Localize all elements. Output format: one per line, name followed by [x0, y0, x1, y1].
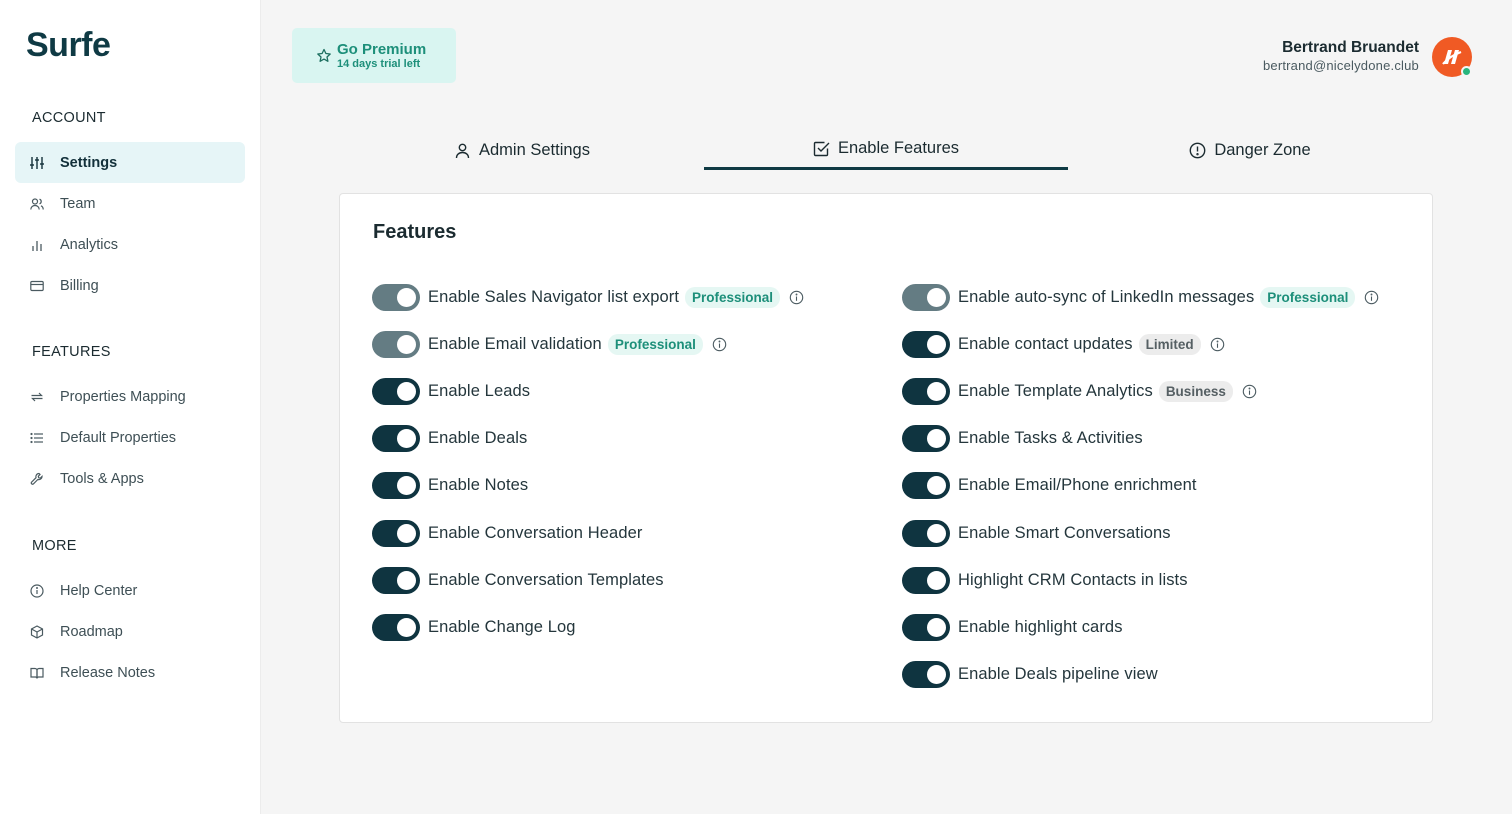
sidebar-item-label: Properties Mapping — [60, 388, 186, 405]
feature-toggle[interactable] — [372, 614, 420, 641]
feature-toggle[interactable] — [372, 425, 420, 452]
sidebar-item-tools-apps[interactable] — [15, 458, 245, 499]
section-title-features: FEATURES — [32, 344, 111, 360]
list-icon — [30, 431, 44, 445]
alert-circle-icon — [1189, 142, 1206, 159]
feature-toggle[interactable] — [372, 284, 420, 311]
features-card — [339, 193, 1433, 723]
feature-label: Enable Notes — [428, 476, 529, 495]
sidebar-item-label: Help Center — [60, 582, 138, 599]
feature-toggle[interactable] — [902, 378, 950, 405]
tab-danger-zone[interactable] — [1068, 130, 1432, 170]
online-status-dot — [1461, 66, 1472, 77]
book-icon — [30, 666, 44, 680]
user-icon — [454, 142, 471, 159]
toggle-knob — [397, 571, 416, 590]
toggle-knob — [927, 665, 946, 684]
feature-toggle[interactable] — [902, 661, 950, 688]
toggle-knob — [397, 524, 416, 543]
sidebar-item-help-center[interactable] — [15, 570, 245, 611]
sidebar-item-roadmap[interactable] — [15, 611, 245, 652]
go-premium-button[interactable] — [292, 28, 456, 83]
feature-toggle[interactable] — [372, 378, 420, 405]
sidebar-item-label: Default Properties — [60, 429, 177, 446]
features-title: Features — [373, 221, 457, 243]
feature-row-enable-sales-navigator-list-export — [372, 283, 804, 311]
star-icon — [316, 48, 332, 64]
feature-label: Enable contact updates — [958, 334, 1133, 353]
sidebar-item-release-notes[interactable] — [15, 652, 245, 693]
trial-remaining: 14 days trial left — [337, 57, 421, 70]
tab-label: Admin Settings — [479, 140, 590, 159]
info-icon[interactable] — [789, 290, 804, 305]
feature-row-enable-email-validation — [372, 330, 727, 358]
feature-label: Highlight CRM Contacts in lists — [958, 570, 1188, 589]
toggle-knob — [397, 382, 416, 401]
feature-label: Enable Change Log — [428, 617, 576, 636]
sidebar-item-label: Roadmap — [60, 623, 123, 640]
feature-toggle[interactable] — [372, 331, 420, 358]
feature-row-enable-deals-pipeline-view — [902, 661, 1158, 689]
sidebar — [0, 0, 261, 814]
users-icon — [30, 197, 44, 211]
sidebar-item-label: Settings — [60, 154, 118, 171]
info-icon[interactable] — [1242, 384, 1257, 399]
sidebar-item-billing[interactable] — [15, 265, 245, 306]
feature-label: Enable Email validation — [428, 334, 602, 353]
info-icon[interactable] — [1364, 290, 1379, 305]
avatar[interactable] — [1432, 37, 1472, 77]
feature-toggle[interactable] — [902, 425, 950, 452]
tab-label: Danger Zone — [1214, 140, 1311, 159]
info-icon[interactable] — [1210, 337, 1225, 352]
feature-label: Enable Tasks & Activities — [958, 429, 1143, 448]
surfe-logo[interactable]: Surfe — [26, 26, 111, 64]
sidebar-item-analytics[interactable] — [15, 224, 245, 265]
feature-row-highlight-crm-contacts-in-lists — [902, 566, 1188, 594]
feature-row-enable-conversation-header — [372, 519, 642, 547]
toggle-knob — [927, 524, 946, 543]
feature-row-enable-change-log — [372, 613, 576, 641]
feature-row-enable-leads — [372, 377, 530, 405]
toggle-knob — [927, 476, 946, 495]
feature-toggle[interactable] — [902, 284, 950, 311]
feature-toggle[interactable] — [372, 520, 420, 547]
feature-toggle[interactable] — [372, 567, 420, 594]
toggle-knob — [927, 382, 946, 401]
feature-row-enable-conversation-templates — [372, 566, 664, 594]
feature-toggle[interactable] — [902, 567, 950, 594]
sidebar-item-properties-mapping[interactable] — [15, 376, 245, 417]
box-icon — [30, 625, 44, 639]
feature-label: Enable Conversation Templates — [428, 570, 664, 589]
sidebar-item-label: Tools & Apps — [60, 470, 144, 487]
feature-label: Enable Smart Conversations — [958, 523, 1171, 542]
tab-label: Enable Features — [837, 139, 960, 157]
premium-title: Go Premium — [337, 40, 427, 58]
toggle-knob — [397, 335, 416, 354]
checkbox-icon — [813, 140, 830, 157]
feature-toggle[interactable] — [902, 472, 950, 499]
feature-label: Enable highlight cards — [958, 617, 1123, 636]
feature-label: Enable Template Analytics — [958, 381, 1153, 400]
sidebar-item-default-properties[interactable] — [15, 417, 245, 458]
toggle-knob — [397, 476, 416, 495]
user-email: bertrand@nicelydone.club — [1262, 58, 1419, 73]
toggle-knob — [397, 429, 416, 448]
feature-row-enable-smart-conversations — [902, 519, 1171, 547]
toggle-knob — [927, 429, 946, 448]
user-name: Bertrand Bruandet — [1282, 39, 1419, 56]
feature-label: Enable Leads — [428, 381, 531, 400]
plan-badge: Professional — [685, 287, 780, 308]
feature-row-enable-notes — [372, 472, 528, 500]
feature-toggle[interactable] — [372, 472, 420, 499]
sidebar-item-label: Release Notes — [60, 664, 156, 681]
toggle-knob — [397, 618, 416, 637]
credit-card-icon — [30, 279, 44, 293]
feature-label: Enable Sales Navigator list export — [428, 287, 680, 306]
toggle-knob — [927, 288, 946, 307]
feature-row-enable-contact-updates — [902, 330, 1225, 358]
sliders-icon — [30, 156, 44, 170]
plan-badge: Limited — [1139, 334, 1201, 355]
info-icon — [30, 584, 44, 598]
section-title-account: ACCOUNT — [32, 110, 106, 126]
feature-row-enable-highlight-cards — [902, 613, 1123, 641]
sidebar-item-label: Team — [60, 195, 96, 212]
sidebar-item-label: Billing — [60, 277, 99, 294]
feature-row-enable-tasks-activities — [902, 425, 1143, 453]
toggle-knob — [927, 571, 946, 590]
sync-arrows-icon — [30, 390, 44, 404]
tab-enable-features[interactable] — [704, 130, 1068, 170]
sidebar-item-label: Analytics — [60, 236, 119, 253]
feature-toggle[interactable] — [902, 614, 950, 641]
feature-row-enable-template-analytics — [902, 377, 1257, 405]
feature-row-enable-deals — [372, 425, 527, 453]
feature-label: Enable Email/Phone enrichment — [958, 476, 1197, 495]
feature-label: Enable auto-sync of LinkedIn messages — [958, 287, 1255, 306]
toggle-knob — [927, 335, 946, 354]
toggle-knob — [397, 288, 416, 307]
bar-chart-icon — [30, 238, 44, 252]
info-icon[interactable] — [712, 337, 727, 352]
feature-toggle[interactable] — [902, 331, 950, 358]
feature-label: Enable Deals — [428, 429, 528, 448]
toggle-knob — [927, 618, 946, 637]
feature-toggle[interactable] — [902, 520, 950, 547]
wrench-icon — [30, 472, 44, 486]
tab-admin-settings[interactable] — [340, 130, 704, 170]
plan-badge: Business — [1159, 381, 1233, 402]
section-title-more: MORE — [32, 538, 77, 554]
brand-mark-icon — [1440, 46, 1464, 68]
feature-row-enable-auto-sync-of-linkedin-messages — [902, 283, 1379, 311]
plan-badge: Professional — [608, 334, 703, 355]
feature-row-enable-email-phone-enrichment — [902, 472, 1197, 500]
sidebar-item-team[interactable] — [15, 183, 245, 224]
user-info — [1263, 38, 1419, 74]
feature-label: Enable Deals pipeline view — [958, 665, 1158, 684]
feature-label: Enable Conversation Header — [428, 523, 643, 542]
plan-badge: Professional — [1260, 287, 1355, 308]
sidebar-item-settings[interactable] — [15, 142, 245, 183]
